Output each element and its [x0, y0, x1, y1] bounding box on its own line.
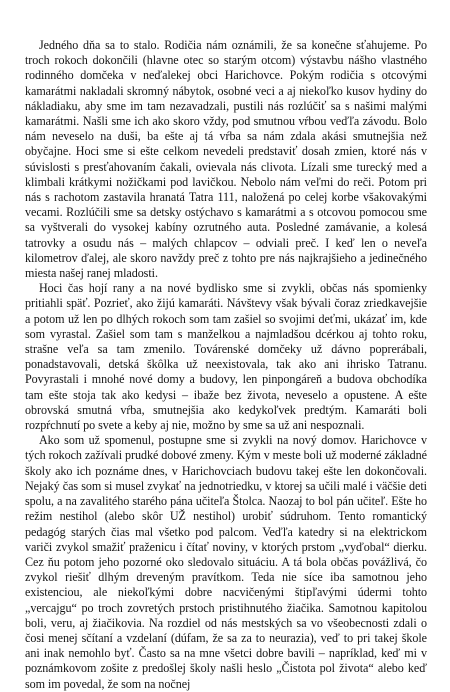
paragraph: Ako som už spomenul, postupne sme si zvykli na nový domov. Harichovce v tých rokoch zažívali prudké dobové zmeny. Kým v meste boli už moderné základné školy ako ich poznáme dnes, v Harichovciach budovu takej ešte len dokončovali. Nejaký čas som si musel zvykať na jednotriedku, v ktorej sa učili malé i väčšie deti spolu, a na zavalitého starého pána učiteľa Štolca. Naozaj to bol pán učiteľ. Ešte ho režim nestihol (alebo skôr UŽ nestihol) urobiť súdruhom. Tento romantický pedagóg starých čias mal všetko pod palcom. Veďľa katedry si na elektrickom variči zvykol smažiť praženicu i čítať noviny, v ktorých prstom „vyďobal“ dierku. Cez ňu potom jeho pozorné oko sledovalo situáciu. A tá bola občas povážlivá, čo zvykol riešiť dlhým dreveným pravítkom. Teda nie síce iba samotnou jeho existenciou, ale niekoľkými dobre nacvičenými štipľavými údermi tohto „vercajgu“ po troch zovretých prstoch pristihnutého žiačika. Samotnou kapitolou boli, veru, aj žiačikovia. Na rozdiel od nás mestských sa vo všeobecnosti zdali o čosi menej sčítaní a vzdelaní (dúfam, že sa za to neurazia), veď to pri takej škole ani inak nemohlo byť. Často sa na mne všetci dobre bavili – napríklad, keď mi v poznámkovom zošite z predošlej školy našli heslo „Čistota pol života“ alebo keď som im povedal, že som na nočnej [25, 433, 427, 691]
document-page [25, 38, 427, 692]
paragraph: Jedného dňa sa to stalo. Rodičia nám oznámili, že sa konečne sťahujeme. Po troch rokoch dokončili (hlavne otec so starým otcom) výstavbu nášho vlastného rodinného domčeka v neďalekej obci Harichovce. Pokým rodičia s otcovými kamarátmi nakladali skromný nábytok, osobné veci a aj niekoľko kusov hydiny do nákladiaku, aby sme im tam nezavadzali, pustili nás rozlúčiť sa s našimi malými kamarátmi. Našli sme ich ako skoro vždy, pod smutnou vŕbou veďľa závodu. Bolo nám neveselo na duši, ba ešte aj tá vŕba sa nám zdala akási smutnejšia než obyčajne. Hoci sme si ešte celkom nevedeli predstaviť dosah zmien, ktoré nás v súvislosti s presťahovaním čakali, ovievala nás clivota. Lízali sme turecký med a klimbali krátkymi nožičkami pod lavičkou. Nebolo nám veľmi do reči. Potom pri nás s rachotom zastavila hranatá Tatra 111, naložená po celej korbe všakovakými vecami. Rozlúčili sme sa detsky ostýchavo s kamarátmi a s otcovou pomocou sme sa vyštverali do vysokej kabíny ozrutného auta. Posledné zamávanie, a kolesá tatrovky a osudu nás – malých chlapcov – odviali preč. I keď len o neveľa kilometrov ďalej, ale skoro navždy preč z tohto pre nás najkrajšieho a jedinečného miesta našej ranej mladosti. [25, 38, 427, 281]
paragraph: Hoci čas hojí rany a na nové bydlisko sme si zvykli, občas nás spomienky pritiahli späť. Pozrieť, ako žijú kamaráti. Návštevy však bývali čoraz zriedkavejšie a potom už len po dlhých rokoch som tam zašiel so svojimi deťmi, ukázať im, kde som vyrastal. Zašiel som tam s manželkou a najmladšou dcérkou aj tohto roku, strašne veľa sa tam zmenilo. Továrenské domčeky už dávno poprerábali, ponadstavovali, detská škôlka už neexistovala, tak ako ani ihrisko Tatranu. Povyrastali i mnohé nové domy a budovy, len pinpongáreň a budova obchodíka tam ešte stoja tak ako kedysi – ibaže bez života, neveselo a opustene. A ešte obrovská smutná vŕba, smutnejšia ako kedykoľvek predtým. Kamaráti boli rozpŕchnutí po svete a keby aj nie, možno by sme sa už ani nespoznali. [25, 281, 427, 433]
